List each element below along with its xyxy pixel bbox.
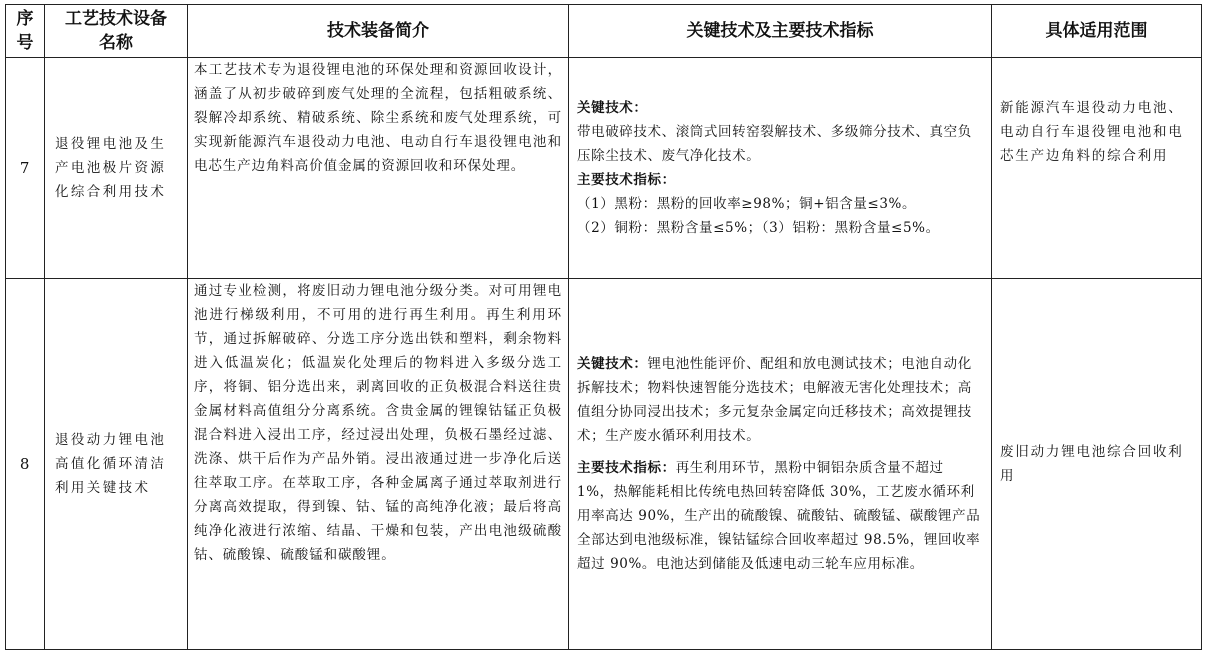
key-tech-block [577, 352, 985, 448]
main-index-text-1: （1）黑粉：黑粉的回收率≥98%；铜+铝含量≤3%。 [577, 196, 917, 212]
table-row [6, 58, 1202, 279]
main-index-text-2: （2）铜粉：黑粉含量≤5%；（3）铝粉：黑粉含量≤5%。 [577, 220, 940, 236]
header-intro: 技术装备简介 [188, 5, 569, 58]
row-key-tech [569, 279, 992, 650]
header-key: 关键技术及主要技术指标 [569, 5, 992, 58]
key-tech-label: 关键技术： [577, 356, 648, 372]
row-scope: 废旧动力锂电池综合回收利用 [992, 279, 1202, 650]
key-tech-label: 关键技术： [577, 100, 648, 116]
row-intro: 本工艺技术专为退役锂电池的环保处理和资源回收设计，涵盖了从初步破碎到废气处理的全流程，包括粗破系统、裂解冷却系统、精破系统、除尘系统和废气处理系统，可实现新能源汽车退役动力电池、电动自行车退役锂电池和电芯生产边角料高价值金属的资源回收和环保处理。 [188, 58, 569, 279]
header-seq: 序号 [6, 5, 45, 58]
row-name: 退役锂电池及生产电池极片资源化综合利用技术 [45, 58, 188, 279]
main-index-label: 主要技术指标： [577, 172, 676, 188]
row-seq: 8 [6, 279, 45, 650]
header-scope: 具体适用范围 [992, 5, 1202, 58]
key-tech-text: 带电破碎技术、滚筒式回转窑裂解技术、多级筛分技术、真空负压除尘技术、废气净化技术。 [577, 124, 972, 164]
row-key-tech [569, 58, 992, 279]
main-index-text: 再生利用环节，黑粉中铜铝杂质含量不超过 1%，热解能耗相比传统电热回转窑降低 30%，工艺废水循环利用率高达 90%，生产出的硫酸镍、硫酸钴、硫酸锰、碳酸锂产品全部达到电池级标准，镍钴锰综合回收率超过 98.5%，锂回收率超过 90%。电池达到储能及低速电动三轮车应用标准。 [577, 460, 981, 572]
row-intro: 通过专业检测，将废旧动力锂电池分级分类。对可用锂电池进行梯级利用，不可用的进行再生利用。再生利用环节，通过拆解破碎、分选工序分选出铁和塑料，剩余物料进入低温炭化；低温炭化处理后的物料进入多级分选工序，将铜、铝分选出来，剥离回收的正负极混合料送往贵金属材料高值组分分离系统。含贵金属的锂镍钴锰正负极混合料进入浸出工序，经过浸出处理，负极石墨经过滤、洗涤、烘干后作为产品外销。浸出液通过进一步净化后送往萃取工序。在萃取工序，各种金属离子通过萃取剂进行分离高效提取，得到镍、钴、锰的高纯净化液；最后将高纯净化液进行浓缩、结晶、干燥和包装，产出电池级硫酸钴、硫酸镍、硫酸锰和碳酸锂。 [188, 279, 569, 650]
main-index-block [577, 456, 985, 576]
technology-catalog-table [5, 4, 1202, 650]
key-tech-text: 锂电池性能评价、配组和放电测试技术；电池自动化拆解技术；物料快速智能分选技术；电解液无害化处理技术；高值组分协同浸出技术；多元复杂金属定向迁移技术；高效提锂技术；生产废水循环利用技术。 [577, 356, 972, 444]
header-name: 工艺技术设备名称 [45, 5, 188, 58]
row-scope: 新能源汽车退役动力电池、电动自行车退役锂电池和电芯生产边角料的综合利用 [992, 58, 1202, 279]
main-index-label: 主要技术指标： [577, 460, 676, 476]
row-seq: 7 [6, 58, 45, 279]
table-row [6, 279, 1202, 650]
table-header-row [6, 5, 1202, 58]
row-name: 退役动力锂电池高值化循环清洁利用关键技术 [45, 279, 188, 650]
